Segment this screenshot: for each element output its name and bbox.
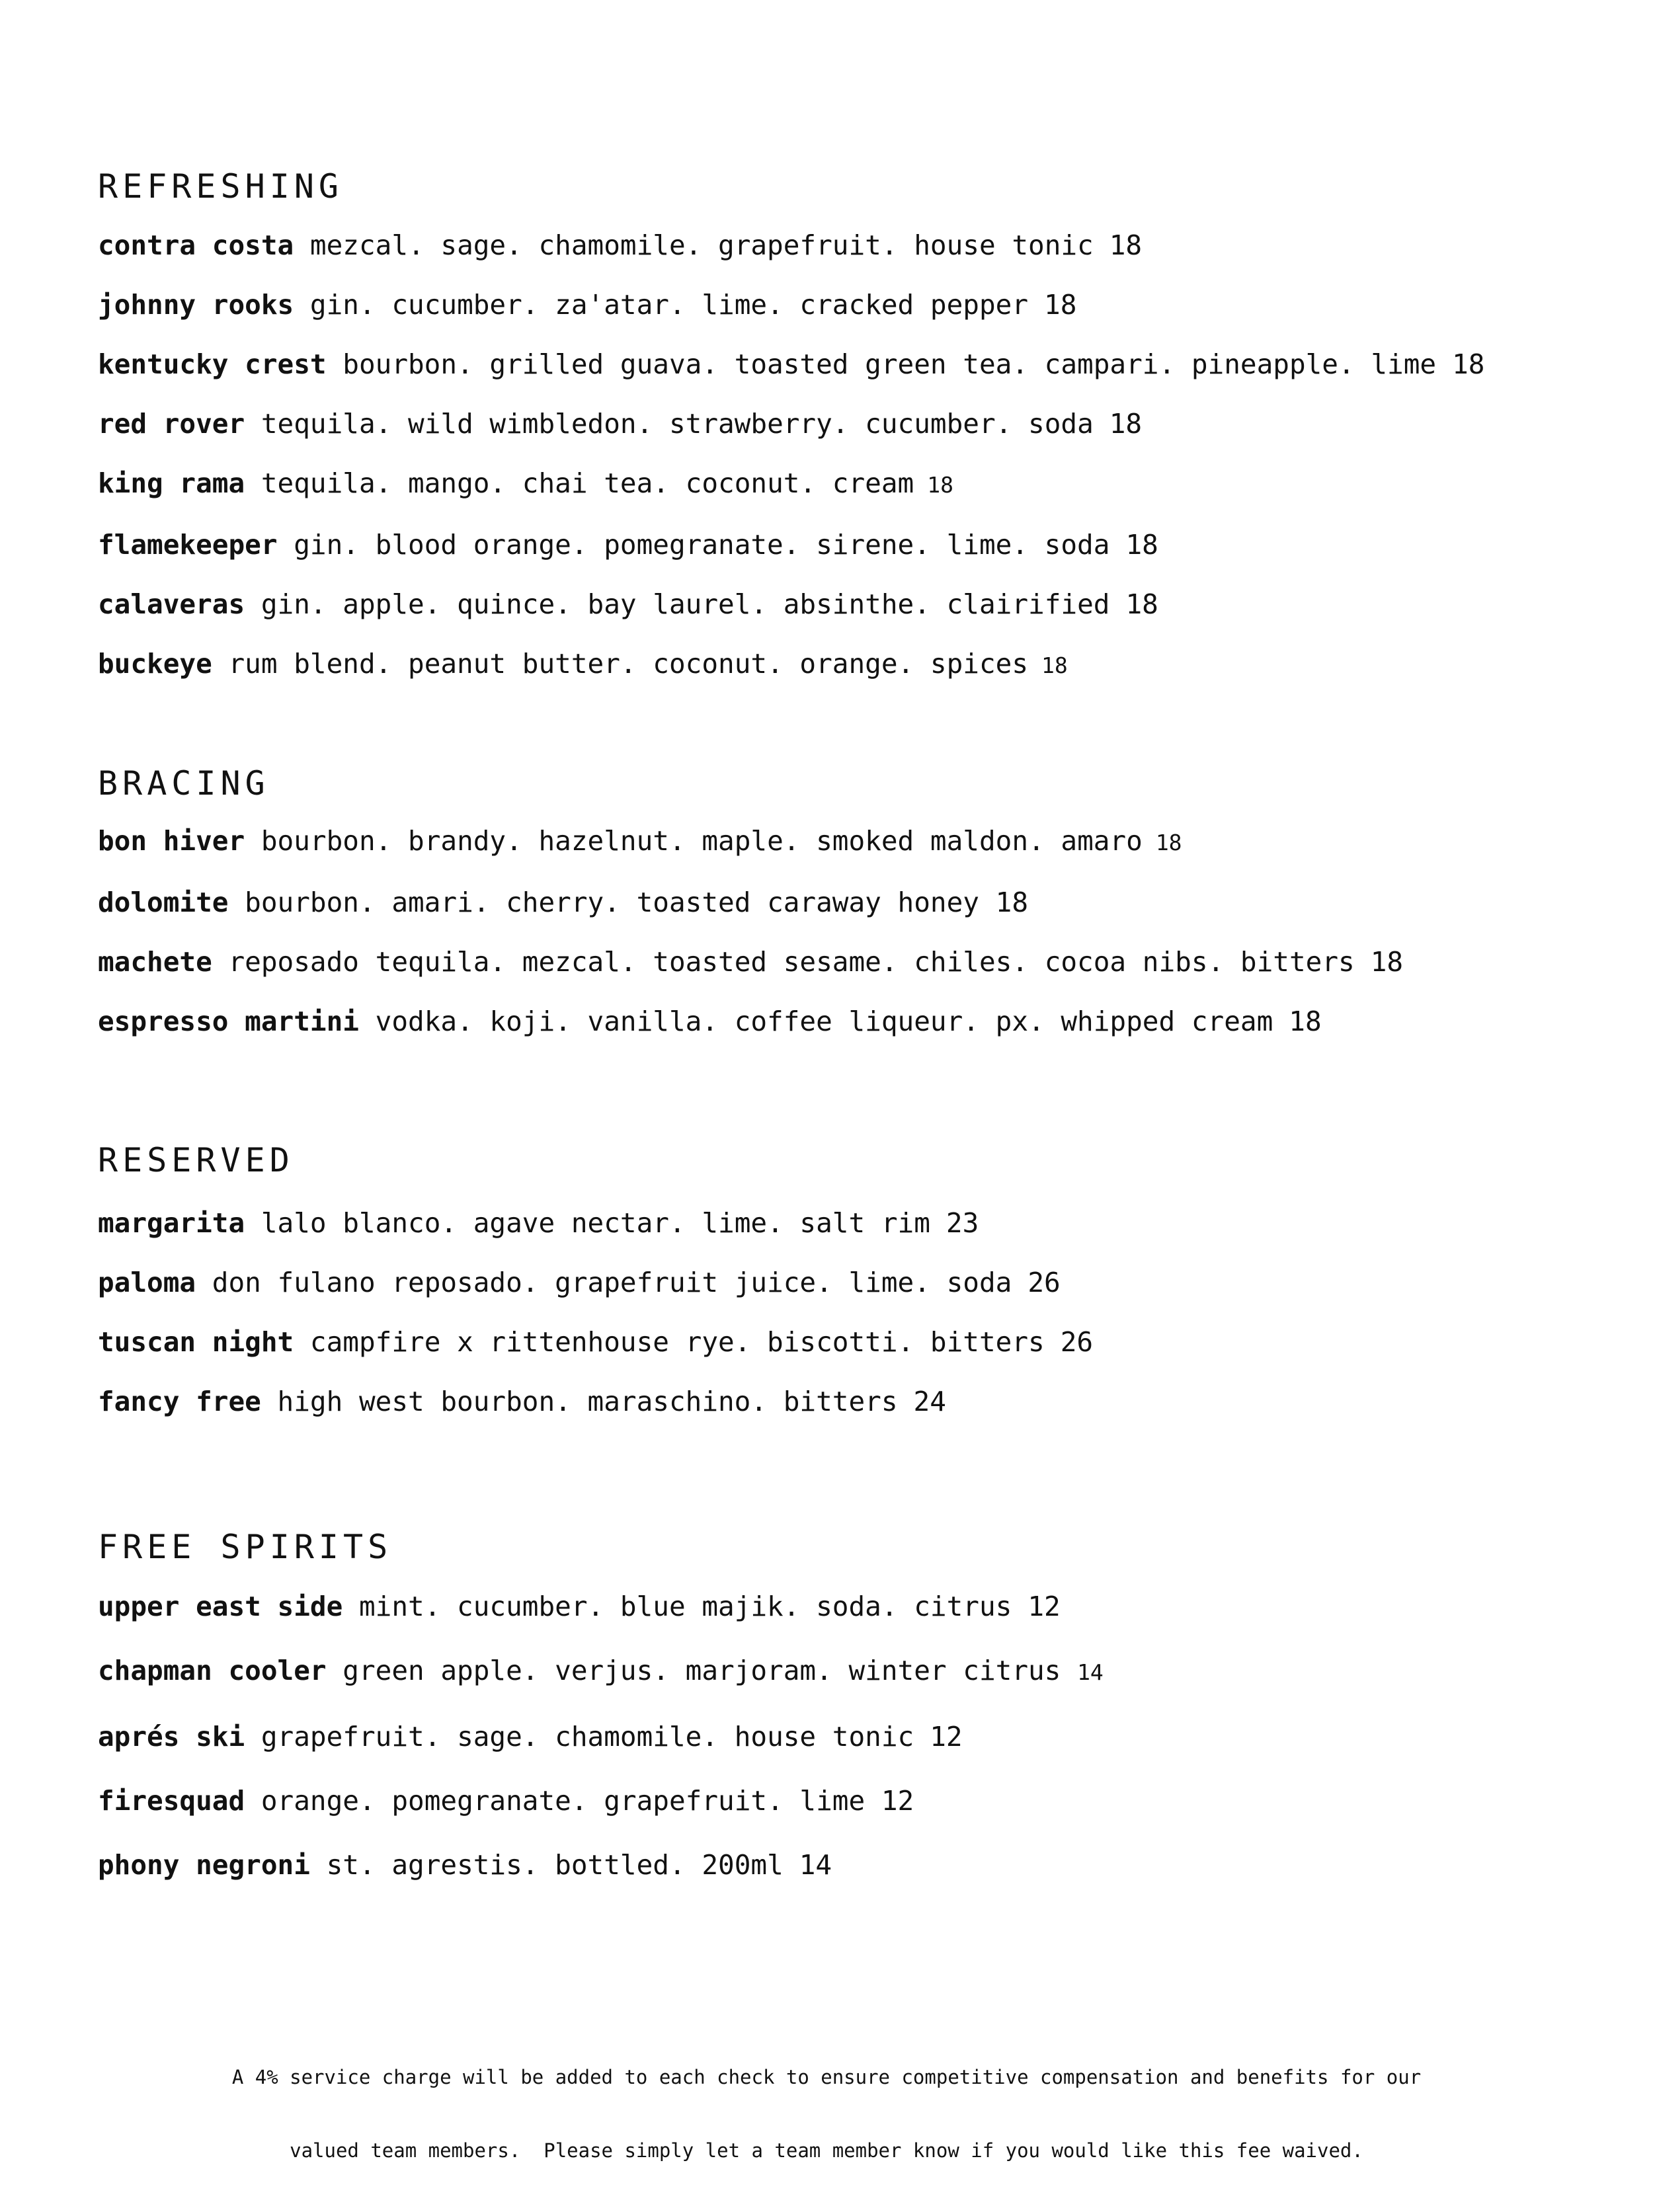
item-description: st. agrestis. bottled. 200ml [326, 1849, 784, 1881]
item-name: machete [98, 946, 212, 978]
item-name: buckeye [98, 648, 212, 680]
menu-item-list [98, 824, 1586, 1038]
item-description: bourbon. amari. cherry. toasted caraway honey [245, 887, 979, 918]
item-price: 18 [1109, 229, 1143, 261]
footer-line: valued team members. Please simply let a team member know if you would like this fee waived. [290, 2139, 1363, 2162]
item-price: 24 [913, 1386, 946, 1417]
item-name: paloma [98, 1267, 196, 1298]
section-bracing [98, 764, 1586, 1064]
item-price: 14 [1077, 1659, 1104, 1685]
item-price: 12 [881, 1785, 914, 1817]
menu-item-list [98, 229, 1586, 682]
item-description: gin. cucumber. za'atar. lime. cracked pepper [309, 289, 1029, 321]
item-description: gin. blood orange. pomegranate. sirene. lime. soda [294, 529, 1110, 561]
item-description: tequila. wild wimbledon. strawberry. cucumber. soda [261, 408, 1094, 440]
item-price: 12 [1028, 1591, 1061, 1622]
item-description: don fulano reposado. grapefruit juice. lime. soda [212, 1267, 1012, 1298]
item-name: phony negroni [98, 1849, 310, 1881]
item-description: green apple. verjus. marjoram. winter citrus [343, 1655, 1061, 1686]
service-charge-notice [0, 2016, 1653, 2212]
menu-item-list [98, 1590, 1586, 1881]
item-name: calaveras [98, 588, 245, 620]
item-description: lalo blanco. agave nectar. lime. salt rim [261, 1207, 930, 1239]
menu-item [98, 1385, 1586, 1418]
menu-item [98, 528, 1586, 561]
item-name: margarita [98, 1207, 245, 1239]
item-name: fancy free [98, 1386, 261, 1417]
item-price: 26 [1060, 1326, 1094, 1358]
item-price: 12 [930, 1721, 963, 1753]
item-name: bon hiver [98, 825, 245, 857]
item-description: campfire x rittenhouse rye. biscotti. bitters [309, 1326, 1045, 1358]
item-description: high west bourbon. maraschino. bitters [277, 1386, 898, 1417]
menu-item [98, 1005, 1586, 1038]
item-name: upper east side [98, 1591, 343, 1622]
item-price: 23 [946, 1207, 979, 1239]
menu-item [98, 229, 1586, 262]
menu-item [98, 1720, 1586, 1753]
item-description: rum blend. peanut butter. coconut. orange. spices [228, 648, 1029, 680]
item-name: king rama [98, 467, 245, 499]
menu-item [98, 1784, 1586, 1817]
footer-line: A 4% service charge will be added to each check to ensure competitive compensation and benefits for our [231, 2066, 1422, 2088]
item-description: grapefruit. sage. chamomile. house tonic [261, 1721, 914, 1753]
section-title: REFRESHING [98, 167, 344, 206]
menu-item [98, 348, 1586, 381]
item-name: contra costa [98, 229, 294, 261]
item-description: tequila. mango. chai tea. coconut. cream [261, 467, 914, 499]
menu-item [98, 1590, 1586, 1623]
menu-item [98, 824, 1586, 859]
item-name: chapman cooler [98, 1655, 327, 1686]
item-name: red rover [98, 408, 245, 440]
menu-item [98, 1325, 1586, 1359]
item-description: mezcal. sage. chamomile. grapefruit. house tonic [309, 229, 1094, 261]
item-price: 18 [1155, 830, 1182, 855]
item-price: 18 [1044, 289, 1077, 321]
item-description: bourbon. grilled guava. toasted green tea. campari. pineapple. lime [343, 348, 1437, 380]
menu-item [98, 588, 1586, 621]
section-title: FREE SPIRITS [98, 1528, 393, 1566]
item-name: aprés ski [98, 1721, 245, 1753]
menu-item [98, 1654, 1586, 1689]
item-price: 18 [927, 472, 953, 498]
section-free-spirits [98, 1527, 1586, 1913]
item-description: gin. apple. quince. bay laurel. absinthe. clairified [261, 588, 1110, 620]
item-price: 18 [1289, 1006, 1322, 1037]
item-name: dolomite [98, 887, 229, 918]
item-description: bourbon. brandy. hazelnut. maple. smoked maldon. amaro [261, 825, 1143, 857]
item-name: kentucky crest [98, 348, 327, 380]
menu-item [98, 945, 1586, 978]
item-price: 26 [1028, 1267, 1061, 1298]
item-price: 18 [1125, 588, 1158, 620]
item-price: 18 [1452, 348, 1485, 380]
item-name: flamekeeper [98, 529, 278, 561]
menu-item [98, 1206, 1586, 1240]
item-price: 18 [1041, 652, 1068, 678]
menu-item [98, 288, 1586, 321]
item-description: mint. cucumber. blue majik. soda. citrus [358, 1591, 1012, 1622]
menu-item [98, 1266, 1586, 1299]
section-refreshing [98, 167, 1586, 709]
section-title: RESERVED [98, 1141, 294, 1179]
item-name: espresso martini [98, 1006, 359, 1037]
menu-item [98, 467, 1586, 502]
item-description: reposado tequila. mezcal. toasted sesame. chiles. cocoa nibs. bitters [228, 946, 1355, 978]
item-price: 18 [995, 887, 1029, 918]
item-price: 18 [1125, 529, 1158, 561]
item-name: tuscan night [98, 1326, 294, 1358]
section-title: BRACING [98, 764, 270, 803]
section-reserved [98, 1140, 1586, 1444]
item-price: 14 [799, 1849, 832, 1881]
item-name: firesquad [98, 1785, 245, 1817]
item-price: 18 [1370, 946, 1404, 978]
menu-item [98, 886, 1586, 919]
menu-item [98, 407, 1586, 440]
item-description: orange. pomegranate. grapefruit. lime [261, 1785, 866, 1817]
item-price: 18 [1109, 408, 1143, 440]
menu-item [98, 647, 1586, 682]
item-description: vodka. koji. vanilla. coffee liqueur. px. whipped cream [375, 1006, 1273, 1037]
menu-item [98, 1848, 1586, 1881]
item-name: johnny rooks [98, 289, 294, 321]
menu-item-list [98, 1206, 1586, 1418]
